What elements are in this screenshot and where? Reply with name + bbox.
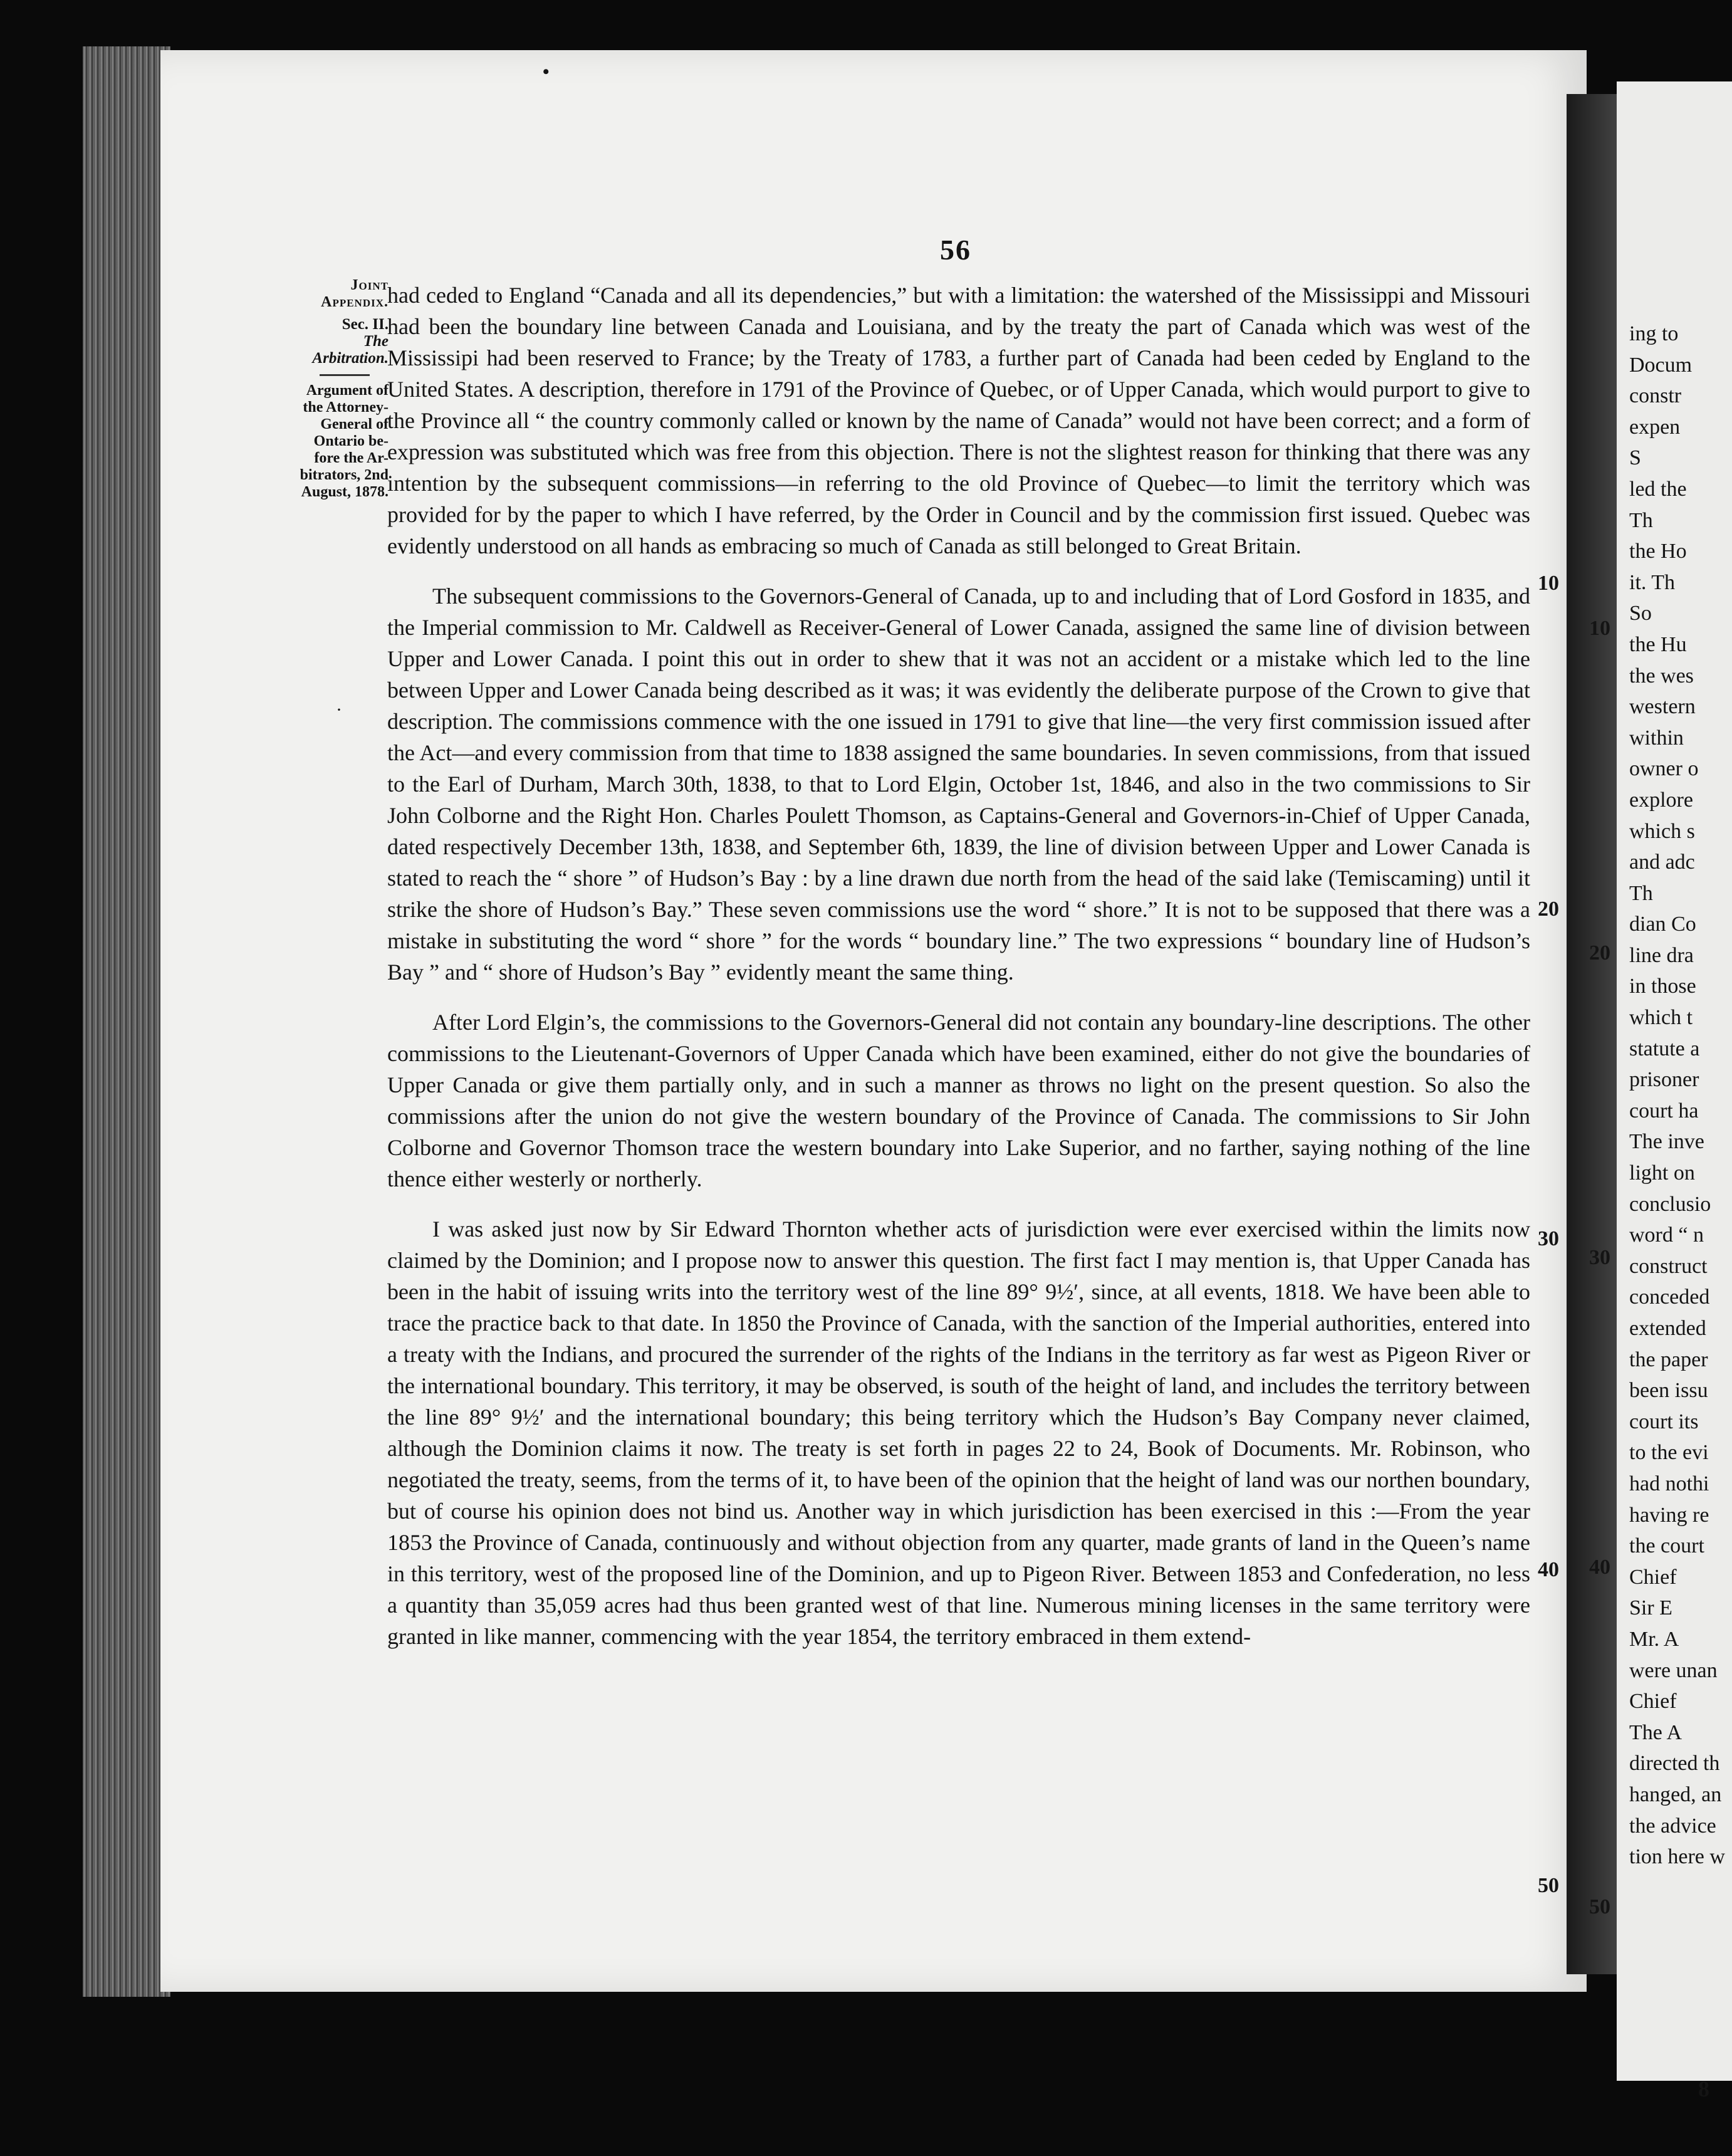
- facing-page-line: the paper: [1629, 1348, 1708, 1371]
- facing-page-line: construct: [1629, 1254, 1708, 1278]
- facing-page-line: court its: [1629, 1410, 1699, 1433]
- facing-page-line: been issu: [1629, 1379, 1708, 1403]
- page-number: 56: [940, 234, 971, 266]
- facing-page-text: [1629, 318, 1729, 1873]
- margin-argument-line: General of: [320, 416, 389, 432]
- margin-section-title: Arbitration.: [312, 350, 389, 367]
- line-number: 30: [1538, 1227, 1559, 1250]
- facing-page-line: line dra: [1629, 943, 1694, 967]
- facing-page-line: directed th: [1629, 1752, 1720, 1776]
- facing-page-line: S: [1629, 446, 1641, 470]
- margin-argument-line: bitrators, 2nd: [300, 467, 389, 483]
- facing-line-number: 20: [1589, 941, 1610, 965]
- facing-page-footer: 8: [1698, 2076, 1709, 2101]
- facing-page-line: court ha: [1629, 1099, 1699, 1122]
- facing-page-line: explore: [1629, 788, 1693, 812]
- top-mark: •: [543, 61, 550, 82]
- body-text: [387, 280, 1530, 1671]
- facing-page-line: it. Th: [1629, 570, 1676, 594]
- margin-section-title: The: [363, 333, 389, 350]
- facing-page-line: Th: [1629, 881, 1653, 905]
- margin-argument-line: Ontario be-: [313, 433, 389, 449]
- facing-page-line: light on: [1629, 1161, 1695, 1185]
- line-number: 40: [1538, 1558, 1559, 1581]
- margin-argument-line: Argument of: [306, 382, 389, 399]
- facing-page-line: The A: [1629, 1720, 1682, 1744]
- facing-page-line: extended: [1629, 1317, 1706, 1340]
- paragraph: After Lord Elgin’s, the commissions to the Governors-General did not contain any boundary-line descriptions. The other commissions to the Lieutenant-Governors of Upper Canada which have been examined, either do not give the boundaries of Upper Canada or give them partially only, and in such a manner as throws no light on the present question. So also the commissions after the union do not give the western boundary of the Province of Canada. The commissions to Sir John Colborne and Governor Thomson trace the western boundary into Lake Superior, and no farther, saying nothing of the line thence either westerly or northerly.: [387, 1010, 1530, 1191]
- facing-page-line: within: [1629, 726, 1684, 750]
- facing-page-line: which t: [1629, 1006, 1693, 1030]
- facing-page-line: western: [1629, 695, 1696, 719]
- stray-mark: ·: [336, 699, 342, 720]
- facing-page-line: constr: [1629, 384, 1682, 408]
- facing-page-line: the Ho: [1629, 540, 1687, 563]
- facing-page-line: the wes: [1629, 664, 1694, 688]
- margin-divider: [320, 374, 370, 376]
- facing-page-line: had nothi: [1629, 1472, 1709, 1495]
- facing-page-line: conclusio: [1629, 1192, 1711, 1216]
- margin-argument-line: August, 1878.: [301, 484, 389, 500]
- margin-title-line: Appendix.: [321, 294, 389, 310]
- facing-line-number: 50: [1589, 1895, 1610, 1918]
- facing-page-line: having re: [1629, 1503, 1709, 1527]
- facing-page-line: were unan: [1629, 1658, 1718, 1682]
- facing-page-line: prisoner: [1629, 1068, 1699, 1092]
- facing-page-line: Sir E: [1629, 1596, 1672, 1620]
- paragraph: The subsequent commissions to the Governors-General of Canada, up to and including that of Lord Gosford in 1835, and the Imperial commission to Mr. Caldwell as Receiver-General of Lower Canada, assigned the same line of division between Upper and Lower Canada. I point this out in order to shew that it was not an accident or a mistake which led to the line between Upper and Lower Canada being described as it was; it was evidently the deliberate purpose of the Crown to give that description. The commissions commence with the one issued in 1791 to give that line—the very first commission issued after the Act—and every commission from that time to 1838 assigned the same boundaries. In seven commissions, from that issued to the Earl of Durham, March 30th, 1838, to that to Lord Elgin, October 1st, 1846, and also in the two commissions to Sir John Colborne and the Right Hon. Charles Poulett Thomson, as Captains-General and Governors-in-Chief of Upper Canada, dated respectively December 13th, 1838, and September 6th, 1839, the line of division between Upper and Lower Canada is stated to reach the “ shore ” of Hudson’s Bay : by a line drawn due north from the head of the said lake (Temiscaming) until it strike the shore of Hudson’s Bay.” These seven commissions use the word “ shore.” It is not to be supposed that there was a mistake in substituting the word “ shore ” for the words “ boundary line.” The two expressions “ boundary line of Hudson’s Bay ” and “ shore of Hudson’s Bay ” evidently meant the same thing.: [387, 583, 1530, 985]
- facing-page-line: hanged, an: [1629, 1782, 1722, 1806]
- page-edges: [83, 46, 170, 1997]
- facing-page-line: which s: [1629, 819, 1695, 843]
- facing-page-line: Docum: [1629, 353, 1693, 377]
- facing-page-line: and adc: [1629, 850, 1695, 874]
- facing-page-line: led the: [1629, 477, 1687, 501]
- facing-page-line: the advice: [1629, 1814, 1716, 1838]
- line-number: 20: [1538, 897, 1559, 921]
- facing-page-line: dian Co: [1629, 913, 1696, 936]
- facing-line-number: 10: [1589, 617, 1610, 640]
- margin-argument-line: fore the Ar-: [314, 450, 389, 466]
- facing-page-line: the Hu: [1629, 632, 1687, 656]
- facing-page-line: conceded: [1629, 1285, 1710, 1309]
- paragraph: I was asked just now by Sir Edward Thornton whether acts of jurisdiction were ever exercised within the limits now claimed by the Dominion; and I propose now to answer this question. The first fact I may mention is, that Upper Canada has been in the habit of issuing writs into the territory west of the line 89° 9½′, since, at all events, 1818. We have been able to trace the practice back to that date. In 1850 the Province of Canada, with the sanction of the Imperial authorities, entered into a treaty with the Indians, and procured the surrender of the rights of the Indians in the territory as far west as Pigeon River or the international boundary. This territory, it may be observed, is south of the height of land, and includes the territory between the line 89° 9½′ and the international boundary; this being territory which the Hudson’s Bay Company never claimed, although the Dominion claims it now. The treaty is set forth in pages 22 to 24, Book of Documents. Mr. Robinson, who negotiated the treaty, seems, from the terms of it, to have been of the opinion that the height of land was our northen boundary, but of course his opinion does not bind us. Another way in which jurisdiction has been exercised in this :—From the year 1853 the Province of Canada, continuously and without objection from any quarter, made grants of land in the Queen’s name in this territory, west of the proposed line of the Dominion, and up to Pigeon River. Between 1853 and Confederation, no less a quantity than 35,059 acres had thus been granted west of that line. Numerous mining licenses in the same territory were granted in like manner, commencing with the year 1854, the territory embraced in them extend-: [387, 1217, 1530, 1649]
- facing-page-line: Mr. A: [1629, 1627, 1679, 1651]
- facing-page-line: in those: [1629, 975, 1696, 998]
- margin-argument-line: the Attorney-: [303, 399, 389, 416]
- facing-page-line: Chief: [1629, 1690, 1677, 1714]
- margin-argument: [263, 382, 389, 501]
- facing-page-line: tion here w: [1629, 1845, 1725, 1869]
- facing-line-number: 30: [1589, 1246, 1610, 1269]
- line-number: 50: [1538, 1874, 1559, 1897]
- facing-page-line: to the evi: [1629, 1441, 1709, 1465]
- margin-note: [263, 277, 389, 501]
- facing-page-line: owner o: [1629, 757, 1699, 781]
- facing-page-line: statute a: [1629, 1037, 1700, 1060]
- facing-page-line: the court: [1629, 1534, 1704, 1558]
- facing-page-line: expen: [1629, 415, 1681, 439]
- margin-title-line: Joint: [350, 277, 389, 293]
- facing-page-line: word “ n: [1629, 1223, 1704, 1247]
- facing-page-line: Th: [1629, 508, 1653, 532]
- margin-section: Sec. II.: [342, 316, 389, 333]
- facing-page-line: Chief: [1629, 1565, 1677, 1589]
- facing-line-number: 40: [1589, 1556, 1610, 1579]
- paragraph: had ceded to England “Canada and all its dependencies,” but with a limitation: the watershed of the Mississippi and Missouri had been the boundary line between Canada and Louisiana, and by the treaty the part of Canada which was west of the Mississipi had been reserved to France; by the Treaty of 1783, a further part of Canada had been ceded by England to the United States. A description, therefore in 1791 of the Province of Quebec, or of Upper Canada, which would purport to give to the Province all “ the country commonly called or known by the name of Canada” would not have been correct; and a form of expression was substituted which was free from this objection. There is not the slightest reason for thinking that there was any intention by the subsequent commissions—in referring to the old Province of Quebec—to limit the territory which was provided for by the paper to which I have referred, by the Order in Council and by the commission first issued. Quebec was evidently understood on all hands as embracing so much of Canada as still belonged to Great Britain.: [387, 283, 1530, 558]
- line-number: 10: [1538, 572, 1559, 595]
- facing-page-line: The inve: [1629, 1130, 1704, 1154]
- facing-page-line: ing to: [1629, 322, 1679, 345]
- facing-page-line: So: [1629, 602, 1652, 625]
